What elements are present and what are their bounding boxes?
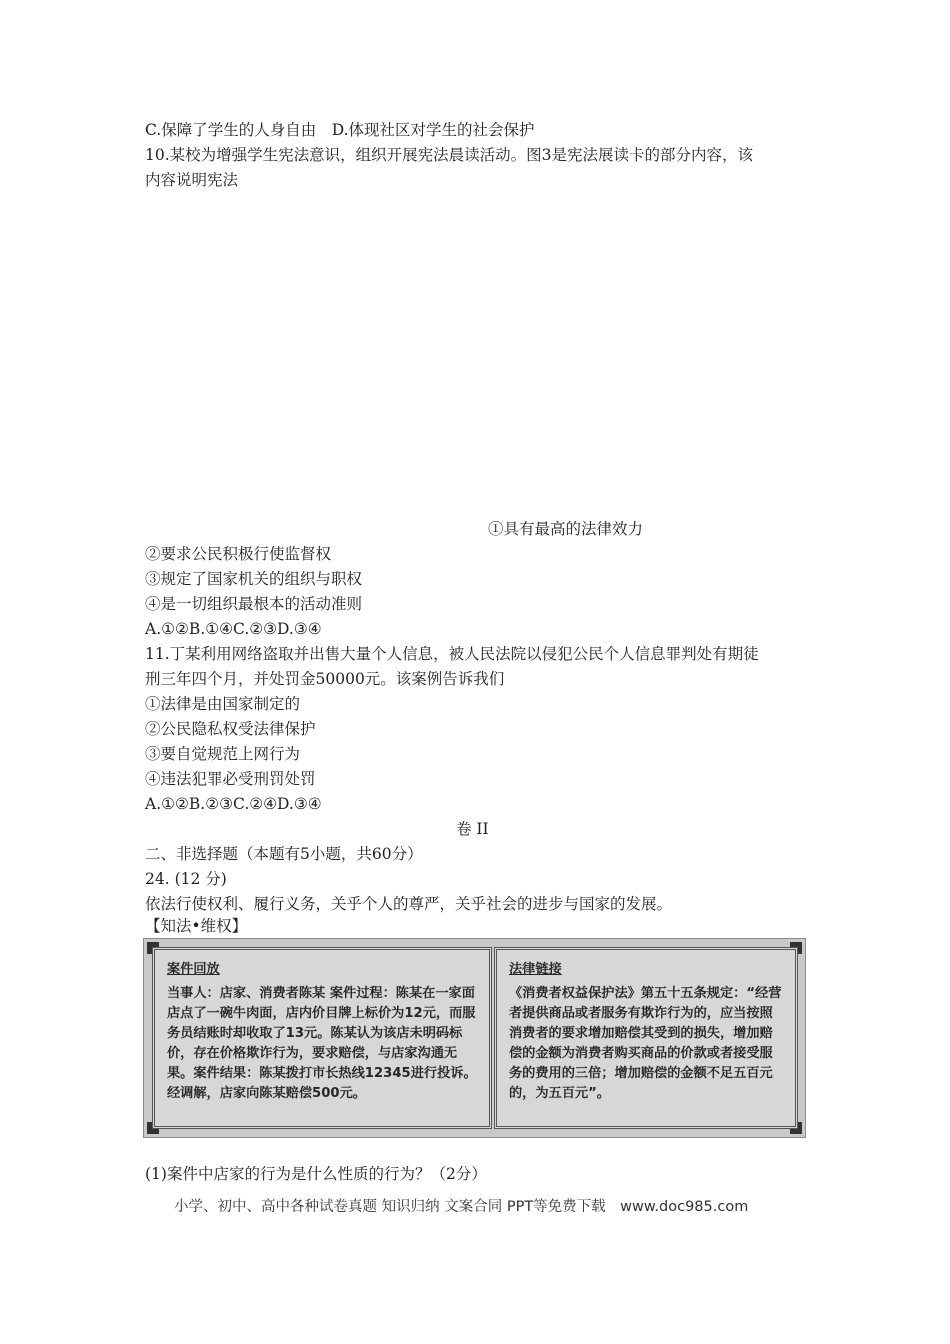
q11-item-1: ①法律是由国家制定的 <box>145 695 301 713</box>
q10-stem-line-2: 内容说明宪法 <box>145 171 239 189</box>
q24-tag: 【知法•维权】 <box>145 917 248 935</box>
page-footer: 小学、初中、高中各种试卷真题 知识归纳 文案合同 PPT等免费下载 www.doc985.com <box>174 1199 749 1215</box>
law-link-body: 《消费者权益保护法》第五十五条规定：“经营者提供商品或者服务有欺诈行为的，应当按照消费者的要求增加赔偿其受到的损失，增加赔偿的金额为消费者购买商品的价款或者接受服务的费用的三倍；增加赔偿的金额不足五百元的，为五百元”。 <box>509 986 782 1101</box>
q10-item-1: ①具有最高的法律效力 <box>488 520 644 538</box>
law-link-heading: 法律链接 <box>509 962 562 977</box>
q11-item-3: ③要自觉规范上网行为 <box>145 745 301 763</box>
q24-subquestion-1: (1)案件中店家的行为是什么性质的行为？（2分） <box>145 1165 487 1183</box>
case-review-panel <box>152 947 492 1129</box>
q11-stem-line-1: 11.丁某利用网络盗取并出售大量个人信息，被人民法院以侵犯公民个人信息罪判处有期徒 <box>145 645 759 663</box>
q24-intro: 依法行使权利、履行义务，关乎个人的尊严，关乎社会的进步与国家的发展。 <box>145 895 673 913</box>
section-title: 卷 II <box>456 820 489 838</box>
case-card-image <box>143 938 806 1138</box>
part2-heading: 二、非选择题（本题有5小题，共60分） <box>145 845 423 863</box>
q9-options: C.保障了学生的人身自由 D.体现社区对学生的社会保护 <box>145 121 535 139</box>
q11-stem-line-2: 刑三年四个月，并处罚金50000元。该案例告诉我们 <box>145 670 505 688</box>
case-review-body: 当事人：店家、消费者陈某 案件过程：陈某在一家面店点了一碗牛肉面，店内价目牌上标价为12元，而服务员结账时却收取了13元。陈某认为该店未明码标价，存在价格欺诈行为，要求赔偿，与店家沟通无果。案件结果：陈某拨打市长热线12345进行投诉。经调解，店家向陈某赔偿500元。 <box>167 986 477 1101</box>
q11-options: A.①②B.②③C.②④D.③④ <box>145 795 322 813</box>
law-link-panel <box>494 947 798 1129</box>
case-review-heading: 案件回放 <box>167 962 220 977</box>
q10-stem-line-1: 10.某校为增强学生宪法意识，组织开展宪法晨读活动。图3是宪法展读卡的部分内容，该 <box>145 146 754 164</box>
q10-item-2: ②要求公民积极行使监督权 <box>145 545 332 563</box>
q10-item-3: ③规定了国家机关的组织与职权 <box>145 570 363 588</box>
q11-item-2: ②公民隐私权受法律保护 <box>145 720 316 738</box>
q10-item-4: ④是一切组织最根本的活动准则 <box>145 595 363 613</box>
q11-item-4: ④违法犯罪必受刑罚处罚 <box>145 770 316 788</box>
q10-options: A.①②B.①④C.②③D.③④ <box>145 620 322 638</box>
q24-number: 24. (12 分) <box>145 870 227 888</box>
